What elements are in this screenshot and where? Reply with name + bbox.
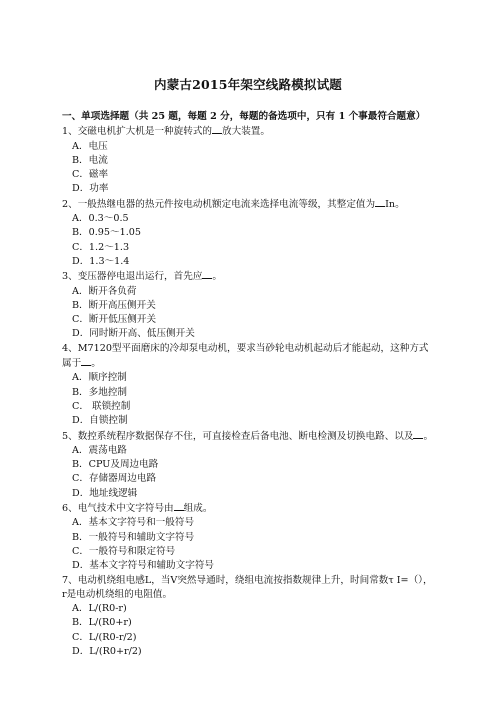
answer-option: D．功率 xyxy=(72,183,109,195)
answer-option: A．基本文字符号和一般符号 xyxy=(72,517,195,529)
answer-option: B．L/(R0+r) xyxy=(72,617,132,629)
question-text: 3、变压器停电退出运行，首先应 xyxy=(62,271,203,283)
answer-option: C．断开低压侧开关 xyxy=(72,314,157,326)
section-heading: 一、单项选择题（共 25 题，每题 2 分，每题的备选项中，只有 1 个事最符合题意） xyxy=(62,111,426,122)
question-stem xyxy=(62,124,434,139)
question-list xyxy=(62,124,434,659)
answer-option: D．自锁控制 xyxy=(72,415,128,427)
question-stem xyxy=(62,429,434,444)
answer-blank xyxy=(81,356,91,366)
question-stem xyxy=(62,197,434,212)
question-text-end: 放大装置。 xyxy=(222,126,270,138)
question-stem xyxy=(62,342,434,372)
question-text: 5、数控系统程序数据保存不住，可直接检查后备电池、断电检测及切换电路、以及 xyxy=(62,430,414,442)
answer-option: A．断开各负荷 xyxy=(72,285,137,297)
question-text: 4、M7120型平面磨床的冷却泵电动机，要求当砂轮电动机起动后才能起动，这种方式属于 xyxy=(62,342,429,370)
question-text-end: In。 xyxy=(385,198,405,210)
answer-option: A．顺序控制 xyxy=(72,372,127,384)
answer-option: A．L/(R0-r) xyxy=(72,603,127,615)
question-text: 6、电气技术中文字符号由 xyxy=(62,503,174,515)
question-stem xyxy=(62,574,434,603)
answer-option: C．一般符号和限定符号 xyxy=(72,545,176,557)
answer-option: A．电压 xyxy=(72,140,108,152)
answer-option: D．地址线逻辑 xyxy=(72,487,138,499)
answer-option: C．1.2～1.3 xyxy=(72,241,130,253)
document-title: 内蒙古2015年架空线路模拟试题 xyxy=(154,77,342,92)
answer-option: B．0.95～1.05 xyxy=(72,227,141,239)
answer-option: C． 联锁控制 xyxy=(72,400,131,412)
answer-option: A．震荡电路 xyxy=(72,444,127,456)
answer-option: B．多地控制 xyxy=(72,386,128,398)
answer-option: B．断开高压侧开关 xyxy=(72,299,156,311)
answer-option: C．L/(R0-r/2) xyxy=(72,631,137,643)
question-text: 1、交磁电机扩大机是一种旋转式的 xyxy=(62,126,213,138)
answer-blank xyxy=(375,197,385,207)
answer-option: C．存储器周边电路 xyxy=(72,473,157,485)
question-stem xyxy=(62,269,434,284)
answer-option: B．一般符号和辅助文字符号 xyxy=(72,531,195,543)
answer-blank xyxy=(174,501,184,511)
answer-option: A．0.3～0.5 xyxy=(72,213,129,225)
question-stem xyxy=(62,501,434,516)
answer-option: D．基本文字符号和辅助文字符号 xyxy=(72,560,215,572)
answer-blank xyxy=(413,429,423,439)
question-text-end: 组成。 xyxy=(183,503,213,515)
question-text: 2、一般热继电器的热元件按电动机额定电流来选择电流等级，其整定值为 xyxy=(62,198,376,210)
question-text: 7、电动机绕组电感L，当V突然导通时，绕组电流按指数规律上升，时间常数τ I=（），r是电动机绕组的电阻值。 xyxy=(62,574,433,600)
answer-option: C．磁率 xyxy=(72,169,109,181)
answer-blank xyxy=(212,124,222,134)
answer-option: B．CPU及周边电路 xyxy=(72,459,159,471)
document-body xyxy=(62,110,434,659)
answer-option: B．电流 xyxy=(72,154,108,166)
answer-blank xyxy=(202,269,212,279)
question-text-end: 。 xyxy=(212,271,223,283)
answer-option: D．1.3～1.4 xyxy=(72,255,130,267)
answer-option: D．同时断开高、低压侧开关 xyxy=(72,328,195,340)
answer-option: D．L/(R0+r/2) xyxy=(72,645,142,657)
question-text-end: 。 xyxy=(423,430,434,442)
question-text-end: 。 xyxy=(91,358,101,370)
